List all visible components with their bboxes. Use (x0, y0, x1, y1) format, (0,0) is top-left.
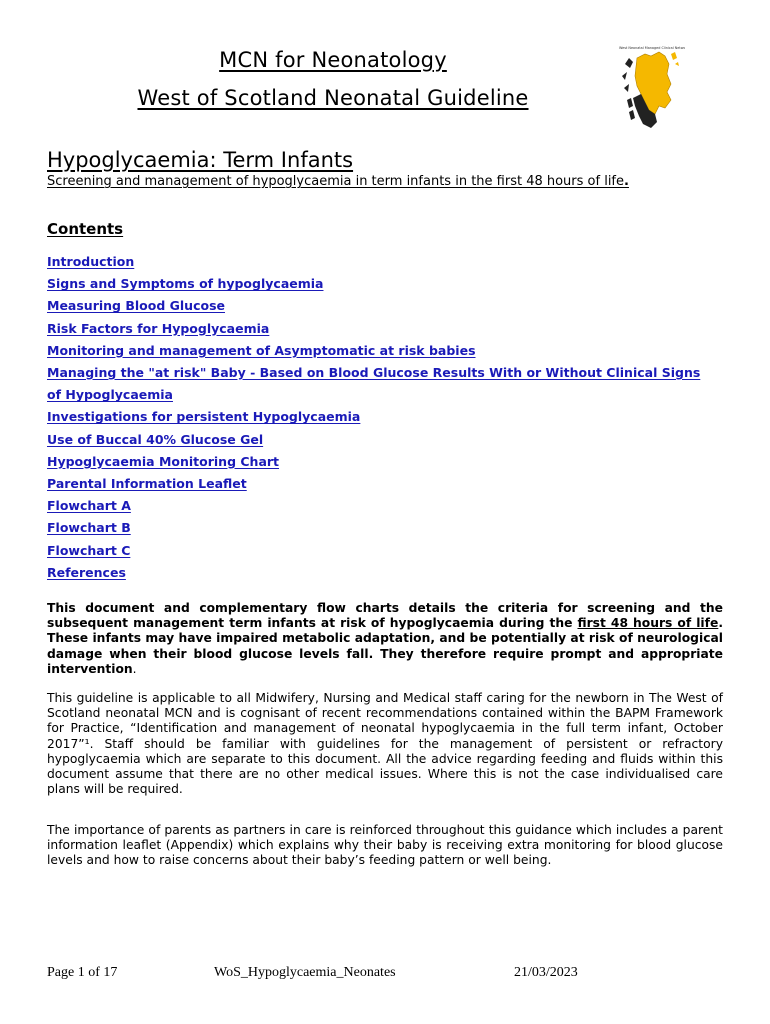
document-subtitle: Screening and management of hypoglycaemia in term infants in the first 48 hours of life. (47, 174, 629, 189)
toc-link-investigations[interactable]: Investigations for persistent Hypoglycaemia (47, 409, 361, 425)
toc-link-introduction[interactable]: Introduction (47, 254, 135, 269)
header-mcn: MCN for Neonatology (219, 48, 447, 72)
toc-link-risk-factors[interactable]: Risk Factors for Hypoglycaemia (47, 320, 270, 336)
header-guideline: West of Scotland Neonatal Guideline (137, 86, 529, 110)
toc-link-managing-at-risk-baby[interactable]: Managing the "at risk" Baby - Based on Blood Glucose Results With or Without Clinical Signs (47, 365, 701, 381)
toc-link-managing-at-risk-baby-cont[interactable]: of Hypoglycaemia (47, 387, 173, 403)
toc-link-flowchart-c[interactable]: Flowchart C (47, 542, 131, 558)
toc-link-signs-symptoms[interactable]: Signs and Symptoms of hypoglycaemia (47, 276, 324, 292)
footer-page-number: Page 1 of 17 (47, 965, 118, 980)
toc-link-monitoring-management[interactable]: Monitoring and management of Asymptomatic at risk babies (47, 342, 476, 358)
applicability-paragraph: This guideline is applicable to all Midwifery, Nursing and Medical staff caring for the newborn in The West of Scotland neonatal MCN and is cognisant of recent recommendations contained within the BAPM Framework for Practice, “Identification and management of neonatal hypoglycaemia in the full term infant, October 2017”¹. Staff should be familiar with guidelines for the management of persistent or refractory hypoglycaemia which are separate to this document. All the advice regarding feeding and fluids within this document assume that there are no other medical issues. Where this is not the case individualised care plans will be required. (47, 691, 723, 797)
toc-link-flowchart-a[interactable]: Flowchart A (47, 498, 131, 514)
logo-caption: West Neonatal Managed Clinical Network (619, 46, 685, 50)
toc-link-parental-leaflet[interactable]: Parental Information Leaflet (47, 476, 247, 492)
toc-link-flowchart-b[interactable]: Flowchart B (47, 520, 131, 536)
toc-link-monitoring-chart[interactable]: Hypoglycaemia Monitoring Chart (47, 453, 280, 469)
toc-link-references[interactable]: References (47, 564, 126, 580)
parents-paragraph: The importance of parents as partners in care is reinforced throughout this guidance which includes a parent information leaflet (Appendix) which explains why their baby is receiving extra monitoring for blood glucose levels and how to raise concerns about their baby’s feeding pattern or well being. (47, 823, 723, 868)
table-of-contents (47, 251, 737, 584)
toc-link-measuring-blood-glucose[interactable]: Measuring Blood Glucose (47, 298, 225, 314)
contents-heading: Contents (47, 220, 124, 238)
network-logo (615, 44, 685, 136)
footer-date: 21/03/2023 (514, 965, 578, 980)
toc-link-buccal-glucose-gel[interactable]: Use of Buccal 40% Glucose Gel (47, 431, 264, 447)
scotland-map-icon (615, 44, 685, 136)
footer-document-id: WoS_Hypoglycaemia_Neonates (214, 965, 396, 980)
intro-bold-paragraph: This document and complementary flow charts details the criteria for screening and the subsequent management term infants at risk of hypoglycaemia during the first 48 hours of life. These infants may have impaired metabolic adaptation, and be potentially at risk of neurological damage when their blood glucose levels fall. They therefore require prompt and appropriate intervention. (47, 601, 723, 676)
document-title: Hypoglycaemia: Term Infants (47, 148, 354, 172)
